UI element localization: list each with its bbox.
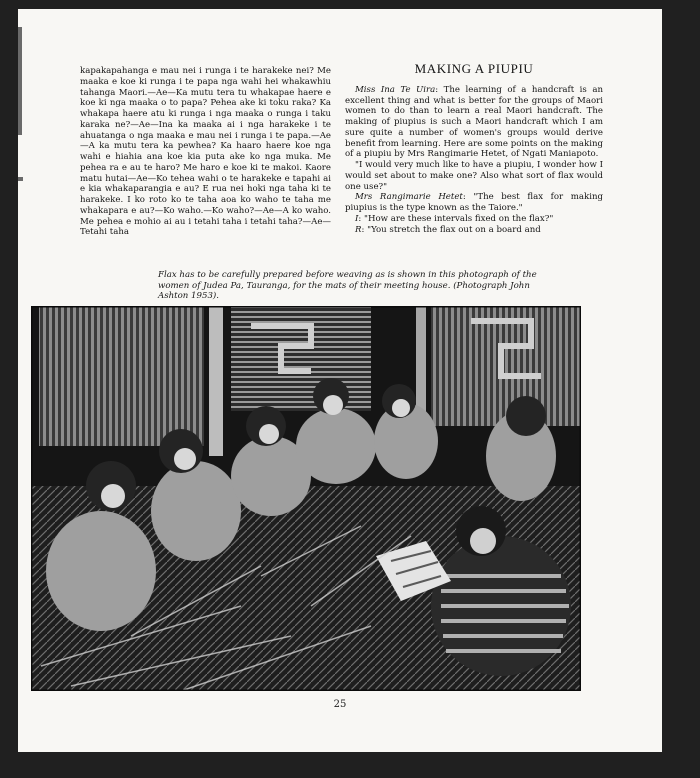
article-paragraph-4: I: "How are these intervals fixed on the flax?" bbox=[355, 213, 554, 224]
article-title: MAKING A PIUPIU bbox=[414, 61, 534, 76]
magazine-page bbox=[18, 9, 662, 752]
left-column-text bbox=[80, 66, 331, 238]
article-column bbox=[345, 61, 603, 235]
binding-edge-mark bbox=[18, 27, 22, 135]
speaker-initial: R bbox=[355, 224, 362, 235]
photo-caption: Flax has to be carefully prepared before weaving as is shown in this photograph of the women of Judea Pa, Tauranga, for the mats of their meeting house. (Photograph John Ashton 1953). bbox=[158, 270, 537, 301]
article-paragraph-5: R: "You stretch the flax out on a board and bbox=[355, 224, 541, 235]
speaker-name: Mrs Rangimarie Hetet bbox=[355, 192, 463, 203]
article-paragraph-2: "I would very much like to have a piupiu, I wonder how I would set about to make one? Also what sort of flax would one use?" bbox=[345, 160, 603, 192]
left-column-paragraph: kapakapahanga e mau nei i runga i te harakeke nei? Me maaka e koe ki runga i te papa nga wahi hei whakawhiu tahanga Maori.—Ae—Ka mutu tera tu whakapae haere e koe ki nga maaka o to papa? Pehea ake ki toku raka? Ka whakapa haere atu ki runga i nga maaka o runga i taku karaka ne?—Ae—Ina ka maaka ai i nga harakeke i te ahuatanga o nga maaka e mau nei i runga i te papa.—Ae—A ka mutu tera ka pewhea? Ka haaro haere koe nga wahi e hiahia ana koe kia puta ake ko nga muka. Me pehea ra e au te haro? Me haro e koe ki te makoi. Kaore matu hutai—Ae—Ko tehea wahi o te harakeke e tapahi ai e kia whakaparangia e au? E rua nei hoki nga taha ki te harakeke. I ko roto ko te taha aoa ko waho te taha me whakapara e au?—Ko waho.—Ko waho?—Ae—A ko waho. Me pehea e mohio ai au i tetahi taha i tetahi taha?—Ae—Tetahi taha bbox=[80, 66, 331, 238]
woven-panel-left bbox=[39, 306, 204, 446]
page-number: 25 bbox=[333, 699, 347, 710]
flax-weaving-photograph bbox=[31, 306, 581, 691]
speaker-name: Miss Ina Te Uira bbox=[355, 84, 436, 95]
woven-panel-center bbox=[231, 306, 371, 411]
binding-hole-mark bbox=[18, 177, 23, 181]
speaker-initial: I bbox=[355, 213, 359, 224]
article-paragraph-3: Mrs Rangimarie Hetet: "The best flax for making piupius is the type known as the Taiore." bbox=[345, 192, 603, 213]
article-paragraph-1: Miss Ina Te Uira: The learning of a handcraft is an excellent thing and what is better for the groups of Maori women to do than to learn a real Maori handcraft. The making of piupius is such a Maori handcraft which I am sure quite a number of women's groups would derive benefit from learning. Here are some points on the making of a piupiu by Mrs Rangimarie Hetet, of Ngati Maniapoto. bbox=[345, 84, 603, 160]
